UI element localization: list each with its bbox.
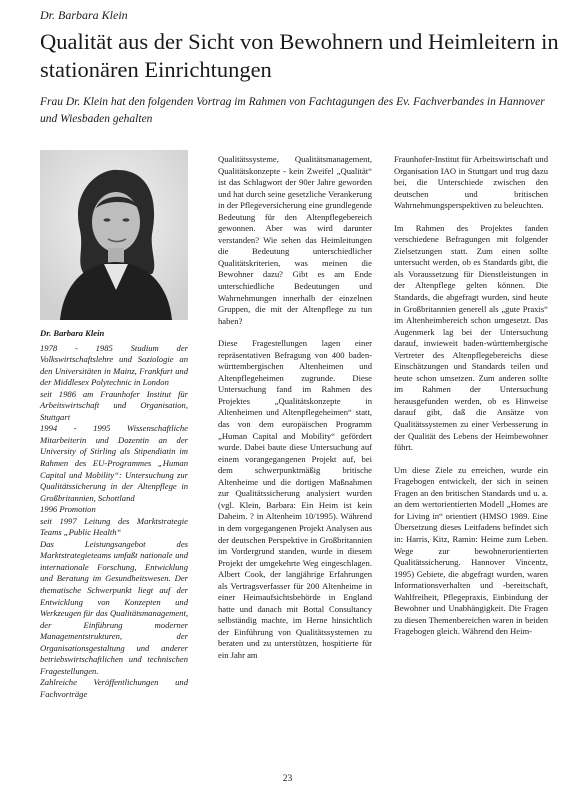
bio-paragraph: 1996 Promotion [40,504,96,515]
bio-paragraph: Das Leistungsangebot des Marktstrategieteams umfaßt nationale und internationale Forschung, Entwicklung und Beratung im Gesundheitswesen. Der thematische Schwerpunkt liegt auf der Entwicklung von Konzepten und Werkzeugen für das Qualitätsmanagement, der Einführung moderner Managementstrukturen, der Organisationsgestaltung und anderer betriebswirtschaftlichen und technischen Fragestellungen. [40,538,188,676]
article-title: Qualität aus der Sicht von Bewohnern und Heimleitern in stationären Einrichtungen [40,29,559,82]
body-column-3 [394,154,548,649]
portrait-photo-icon [40,150,188,320]
article-subtitle: Frau Dr. Klein hat den folgenden Vortrag im Rahmen von Fachtagungen des Ev. Fachverbandes in Hannover und Wiesbaden gehalten [40,96,545,125]
body-paragraph: Im Rahmen des Projektes fanden verschiedene Befragungen mit folgender Zielsetzungen statt. Zum einen sollte untersucht werden, ob es Standards gibt, die als Voraussetzung für Dienstleistungen in der Altenpflege gelten können. Die Standards, die abgefragt wurden, sind heute in Großbritannien generell als „gute Praxis“ im Altenheimbereich schon umgesetzt. Das Augenmerk lag bei der Untersuchung darauf, inwieweit baden-württembergische Vertreter des Altenpflegebereichs diese Einschätzungen und Standards teilen und heute schon umsetzen. Zum anderen sollte im Rahmen der Untersuchung herausgefunden werden, ob es Hinweise darauf gibt, daß die Ansätze von Qualitätssystemen zu einer Verbesserung in der Qualität des Lebens der Heimbewohner führt. [394,222,548,453]
bio-paragraph: 1978 - 1985 Studium der Volkswirtschaftslehre und Soziologie an den Universitäten in Mainz, Frankfurt und der Middlesex Polytechnic in London [40,342,188,388]
author-bio [40,328,188,701]
author-photo [40,150,188,320]
body-paragraph: Diese Fragestellungen lagen einer repräsentativen Befragung von 400 baden-württembergischen Altenheimen und Altenpflegeheimen zugrunde. Diese Untersuchung fand im Rahmen des Projektes „Qualitätskonzepte in Altenheimen und Altenpflegeheimen“ statt, das von dem europäischen Programm „Human Capital and Mobility“ gefördert wurde. Dabei baute diese Untersuchung auf einem vorangegangenen Projekt auf, bei dem schwerpunktmäßig britische Altenheime und die dortigen Maßnahmen zur Qualitätssicherung analysiert wurden (vgl. Klein, Barbara: Ein Heim ist kein Daheim. ? in Altenheim 10/1995). Während in dem vorgegangenen Projekt Analysen aus der deutschen Perspektive in Großbritannien im Vordergrund standen, wurde in diesem Projekt der umgekehrte Weg eingeschlagen. Albert Cook, der langjährige Erfahrungen als Vertragsverfasser für 200 Altenheime in einer Heimaufsichtsbehörde in England hatte und danach mit Bottal Consultancy selbständig machte, im Herne hinsichtlich der Einführung von Qualitätssystemen zu beraten und zu unterstützen, hospitierte für ein Jahr am [218,338,372,660]
body-column-2 [218,154,372,673]
body-paragraph: Um diese Ziele zu erreichen, wurde ein Fragebogen entwickelt, der sich in seinen Fragen an den britischen Standards und u. a. an dem wertorientierten Modell „Homes are for Living in“ orientiert (HMSO 1989. Eine Übersetzung dieses Leitfadens befindet sich in: Harris, Kitz, Ramin: Heime zum Leben. Wege zur bewohnerorientierten Qualitätssicherung. Hannover Vincentz, 1995) Gebiete, die abgefragt wurden, waren Informationsverhalten und -bereitschaft, Wahlfreiheit, Pflegepraxis, Einbindung der Bewohner und Unabhängigkeit. Die Fragen zu diesen Themenbereichen waren in beiden Fragebogen gleich. Während den Heim- [394,464,548,637]
body-paragraph: Fraunhofer-Institut für Arbeitswirtschaft und Organisation IAO in Stuttgart und trug dazu bei, die Unterschiede zwischen den deutschen und britischen Wahrnehmungsperspektiven zu beleuchten. [394,154,548,211]
page-number: 23 [282,774,293,784]
author-name: Dr. Barbara Klein [40,8,128,22]
bio-paragraph: seit 1997 Leitung des Marktstrategie Teams „Public Health“ [40,515,188,538]
bio-paragraph: 1994 - 1995 Wissenschaftliche Mitarbeiterin und Dozentin an der University of Stirling als Stipendiatin im Rahmen des EU-Programmes „Human Capital und Mobility“: Untersuchung zur Qualitätssicherung in der Altenpflege in Großbritannien, Schottland [40,423,188,503]
bio-name: Dr. Barbara Klein [40,328,105,338]
body-paragraph: Qualitätssysteme, Qualitätsmanagement, Qualitätskonzepte - kein Zweifel „Qualität“ ist das Schlagwort der 90er Jahre geworden und hat durch seine gesetzliche Verankerung in der Pflegeversicherung eine grundlegende Bedeutung für den Altenpflegebereich gewonnen. Aber was wird darunter verstanden? Wie sehen das Heimleitungen die Bedeutung unterschiedlicher Qualitätskriterien, was meinen die Bewohner dazu? Gibt es am Ende unterschiedliche Bedeutungen und Wahrnehmungen innerhalb der einzelnen Gruppen, die mit der Altenpflege zu tun haben? [218,154,372,326]
bio-paragraph: Zahlreiche Veröffentlichungen und Fachvorträge [40,677,188,699]
bio-paragraph: seit 1986 am Fraunhofer Institut für Arbeitswirtschaft und Organisation, Stuttgart [40,388,188,422]
